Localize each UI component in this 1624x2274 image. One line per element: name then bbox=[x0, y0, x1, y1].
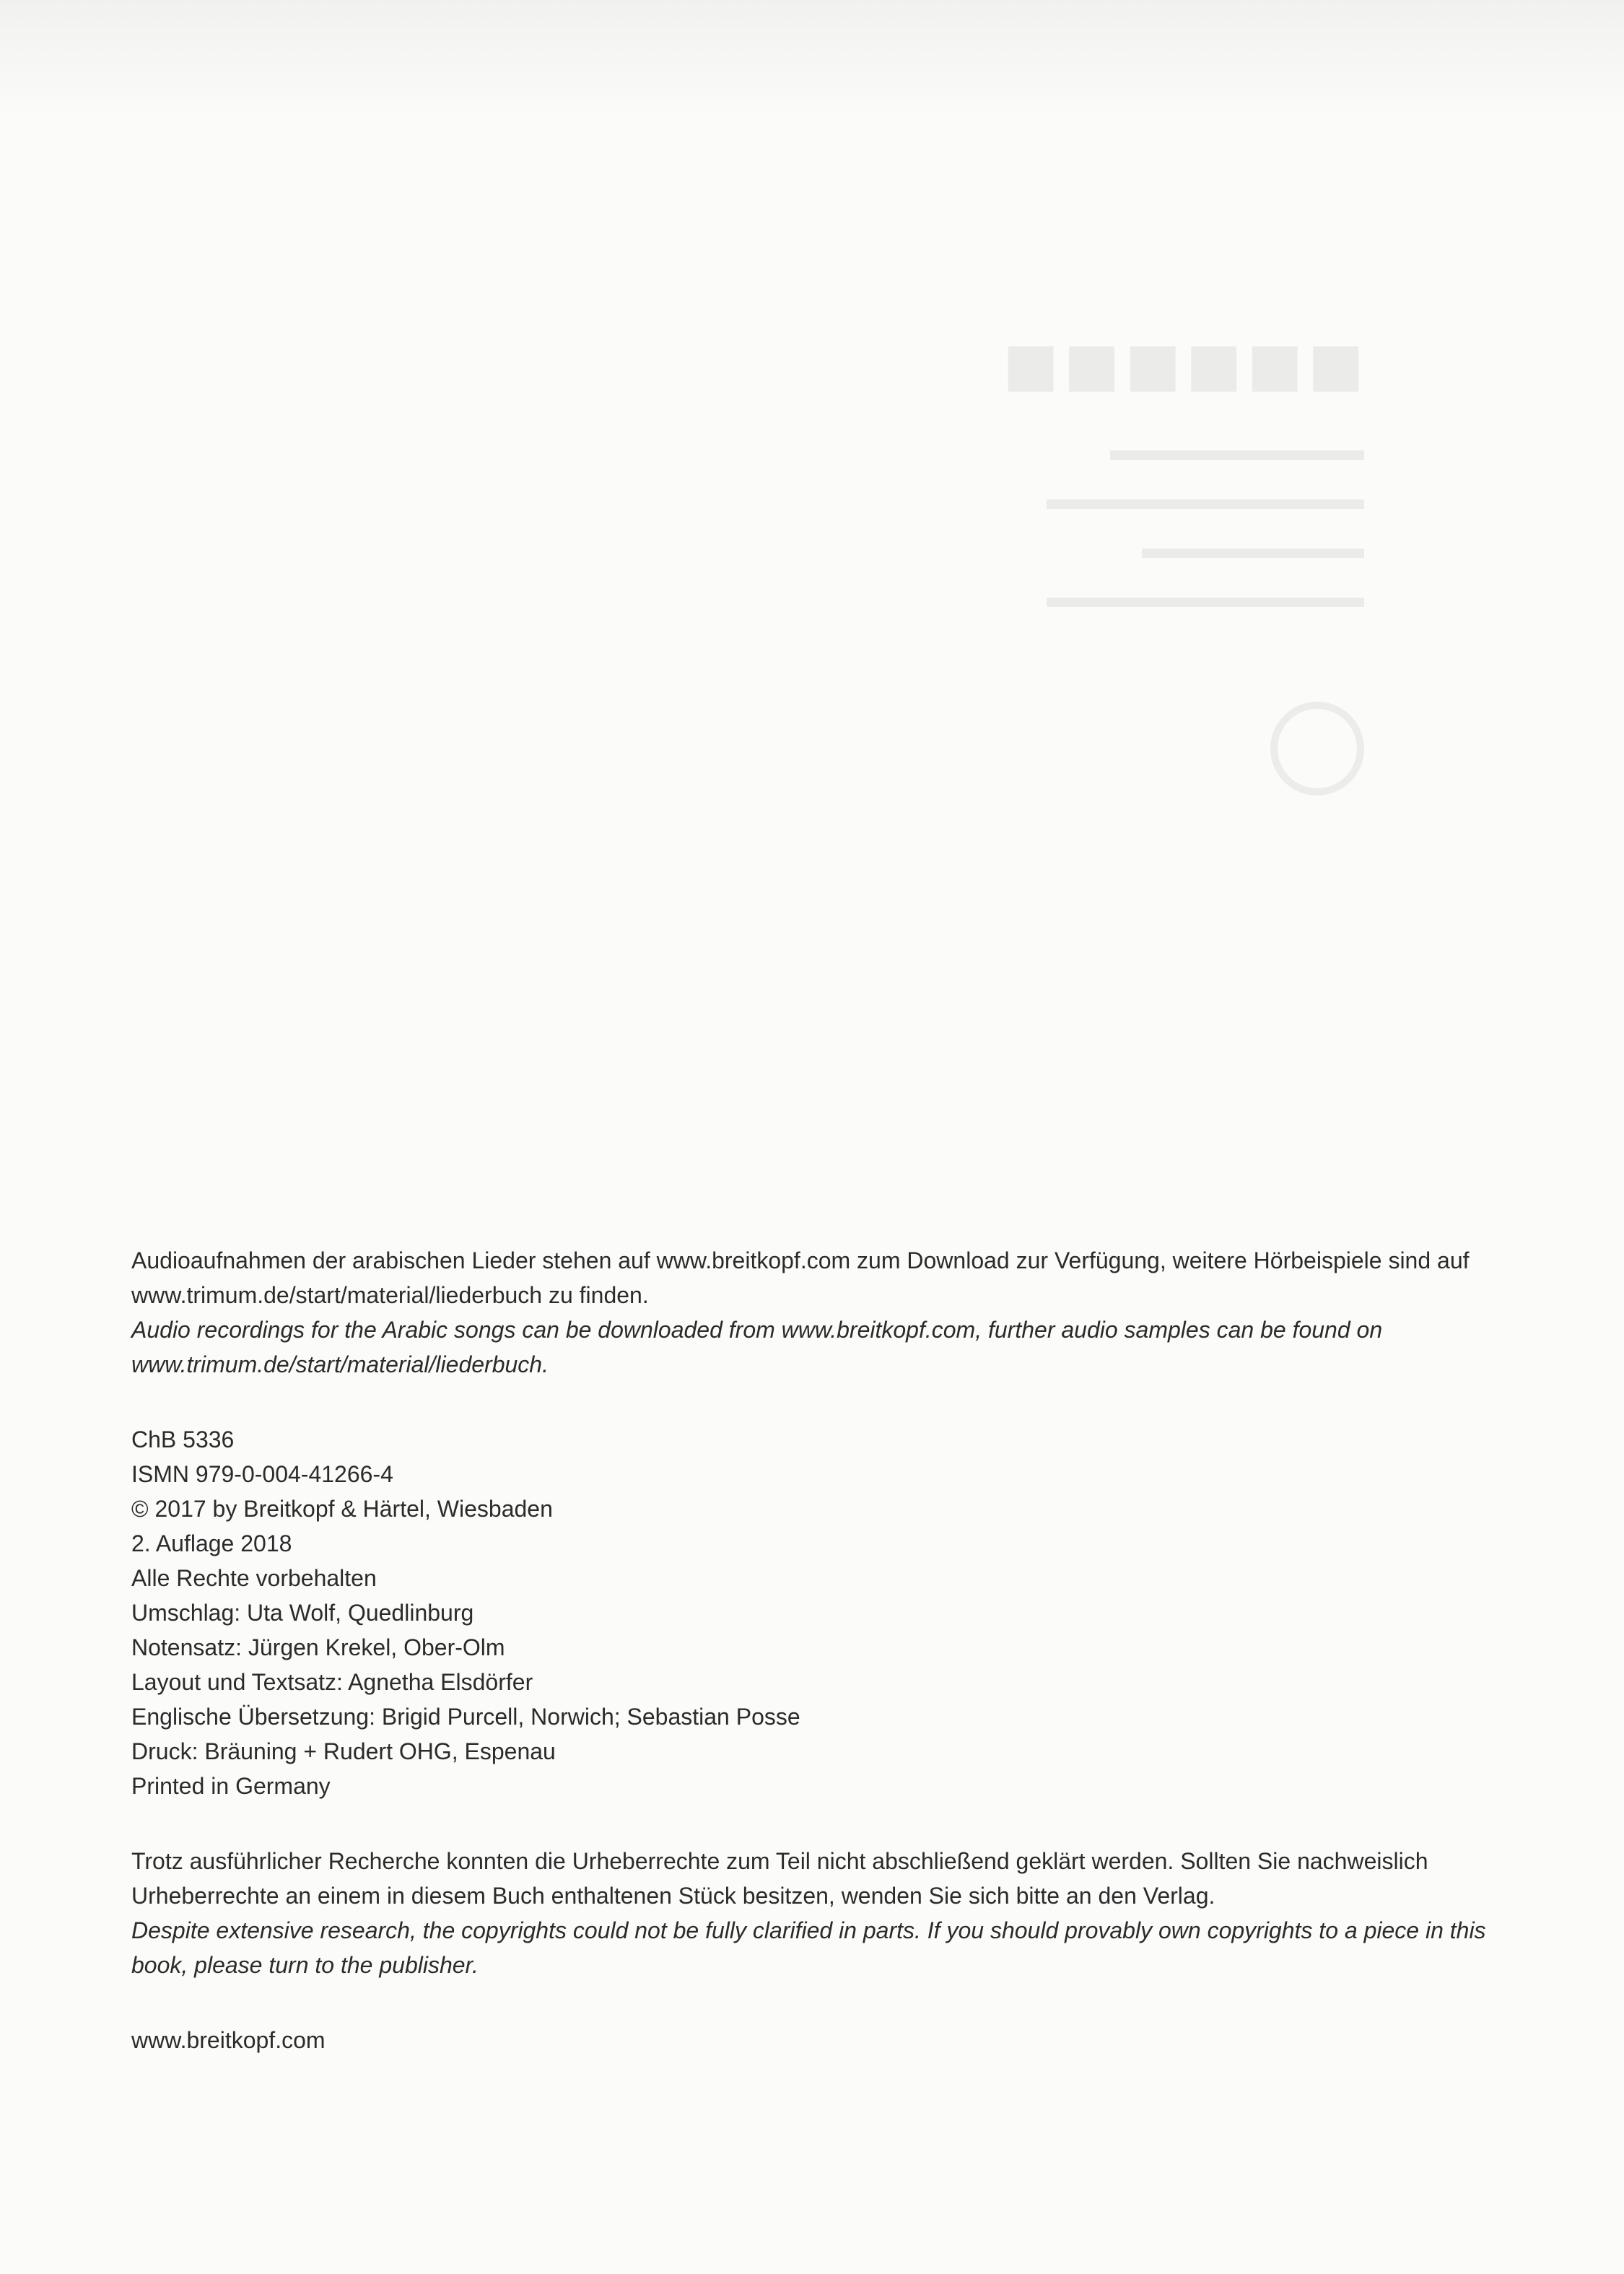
audio-note-section bbox=[131, 1243, 1528, 1382]
layout-credit: Layout und Textsatz: Agnetha Elsdörfer bbox=[131, 1669, 533, 1695]
publisher-website: www.breitkopf.com bbox=[131, 2027, 326, 2053]
copyright-notice-english: Despite extensive research, the copyrights could not be fully clarified in parts. If you should provably own copyrights to a piece in this book, please turn to the publisher. bbox=[131, 1917, 1486, 1978]
imprint-list bbox=[131, 1422, 1528, 1803]
publisher-logo-icon bbox=[1270, 702, 1364, 796]
show-through-background: ■■■■■■ ▬▬▬▬▬▬▬▬ ▬▬▬▬▬▬▬▬▬▬ ▬▬▬▬▬▬▬ ▬▬▬▬▬▬▬▬▬▬ bbox=[844, 310, 1364, 2158]
rights-reserved: Alle Rechte vorbehalten bbox=[131, 1565, 377, 1591]
cover-credit: Umschlag: Uta Wolf, Quedlinburg bbox=[131, 1600, 474, 1626]
copyright-notice-german: Trotz ausführlicher Recherche konnten die Urheberrechte zum Teil nicht abschließend geklärt werden. Sollten Sie nachweislich Urheberrechte an einem in diesem Buch enthaltenen Stück besitzen, wenden Sie sich bitte an den Verlag. bbox=[131, 1848, 1428, 1909]
copyright-notice-section bbox=[131, 1844, 1528, 1982]
edition: 2. Auflage 2018 bbox=[131, 1530, 292, 1556]
copyright-line: © 2017 by Breitkopf & Härtel, Wiesbaden bbox=[131, 1496, 553, 1522]
imprint-page-text bbox=[131, 1243, 1528, 2057]
printing-credit: Druck: Bräuning + Rudert OHG, Espenau bbox=[131, 1738, 556, 1764]
printed-in: Printed in Germany bbox=[131, 1773, 331, 1799]
page-shadow bbox=[0, 0, 1624, 116]
music-engraving-credit: Notensatz: Jürgen Krekel, Ober-Olm bbox=[131, 1634, 505, 1660]
translation-credit: Englische Übersetzung: Brigid Purcell, Norwich; Sebastian Posse bbox=[131, 1704, 800, 1730]
ismn: ISMN 979-0-004-41266-4 bbox=[131, 1461, 393, 1487]
audio-note-english: Audio recordings for the Arabic songs can be downloaded from www.breitkopf.com, further audio samples can be found on www.trimum.de/start/material/liederbuch. bbox=[131, 1317, 1383, 1377]
audio-note-german: Audioaufnahmen der arabischen Lieder stehen auf www.breitkopf.com zum Download zur Verfügung, weitere Hörbeispiele sind auf www.trimum.de/start/material/liederbuch zu finden. bbox=[131, 1247, 1470, 1308]
catalog-number: ChB 5336 bbox=[131, 1426, 235, 1452]
